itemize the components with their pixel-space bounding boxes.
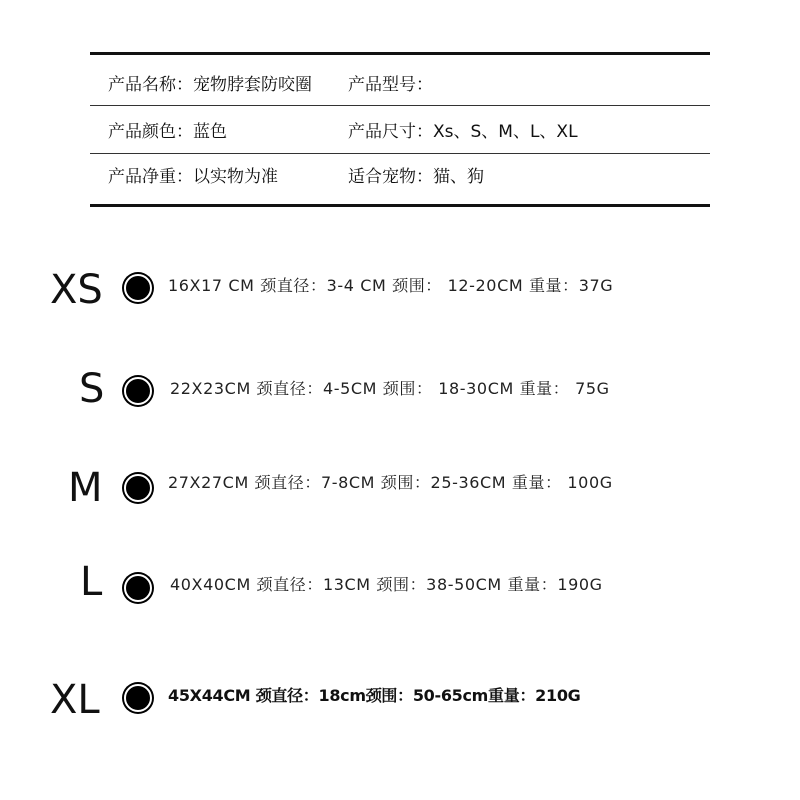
spec-size: 产品尺寸：Xs、S、M、L、XL	[348, 122, 578, 142]
bullet-dot-icon	[124, 377, 152, 405]
spec-weight: 产品净重：以实物为准	[108, 167, 278, 187]
size-row-l	[0, 560, 800, 620]
size-dimensions: 40X40CM 颈直径：13CM 颈围：38-50CM 重量：190G	[170, 575, 603, 594]
size-letter: XL	[50, 677, 100, 723]
size-dimensions: 45X44CM 颈直径：18cm颈围：50-65cm重量：210G	[168, 686, 581, 705]
table-top-rule	[90, 52, 710, 55]
table-row-divider	[90, 105, 710, 106]
size-row-s	[0, 365, 800, 425]
size-dimensions: 27X27CM 颈直径：7-8CM 颈围：25-36CM 重量： 100G	[168, 473, 613, 492]
size-dimensions: 16X17 CM 颈直径：3-4 CM 颈围： 12-20CM 重量：37G	[168, 276, 614, 295]
size-row-xs	[0, 262, 800, 322]
table-row-divider	[90, 153, 710, 154]
spec-pets: 适合宠物：猫、狗	[348, 167, 484, 187]
size-letter: S	[79, 366, 105, 412]
size-letter: M	[68, 465, 103, 511]
table-bottom-rule	[90, 204, 710, 207]
spec-color: 产品颜色：蓝色	[108, 122, 227, 142]
spec-table	[90, 52, 710, 208]
bullet-dot-icon	[124, 684, 152, 712]
size-letter: XS	[50, 267, 103, 313]
bullet-dot-icon	[124, 274, 152, 302]
size-row-xl	[0, 672, 800, 732]
bullet-dot-icon	[124, 474, 152, 502]
size-row-m	[0, 460, 800, 520]
spec-name: 产品名称：宠物脖套防咬圈	[108, 75, 312, 95]
bullet-dot-icon	[124, 574, 152, 602]
spec-model: 产品型号：	[348, 75, 433, 95]
size-letter: L	[80, 559, 103, 605]
size-dimensions: 22X23CM 颈直径：4-5CM 颈围： 18-30CM 重量： 75G	[170, 379, 610, 398]
